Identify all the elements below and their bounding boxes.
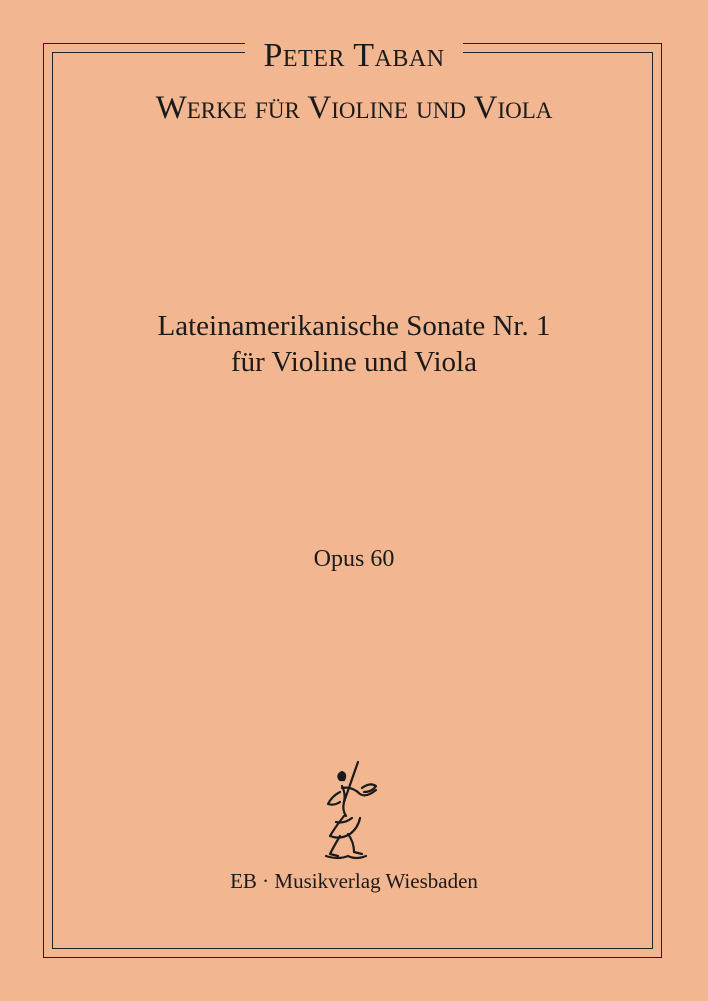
work-title (0, 308, 708, 380)
work-title-line-2: für Violine und Viola (231, 346, 477, 378)
composer-name (0, 36, 708, 76)
violinist-figure-icon (318, 758, 384, 862)
publisher-name: EB · Musikverlag Wiesbaden (230, 869, 478, 893)
opus-number: Opus 60 (313, 546, 395, 572)
series-title: Werke für Violine und Viola (155, 90, 553, 126)
composer-name-text: Peter Taban (245, 37, 462, 74)
work-title-line-1: Lateinamerikanische Sonate Nr. 1 (157, 310, 551, 342)
